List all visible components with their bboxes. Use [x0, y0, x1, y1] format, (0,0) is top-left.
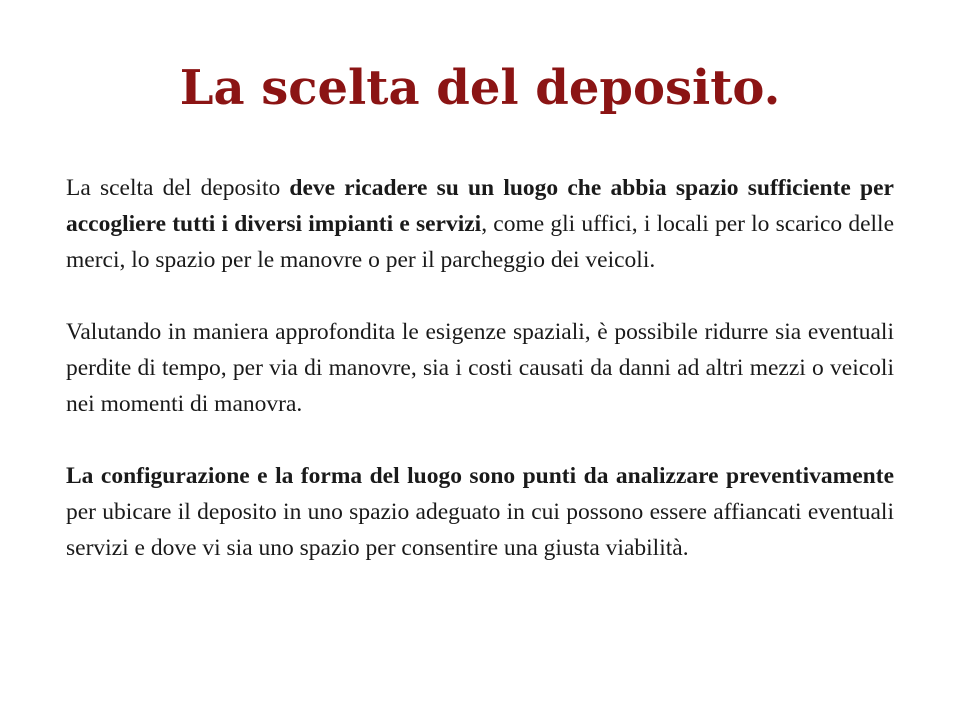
paragraph-1	[66, 170, 894, 278]
paragraph-1-text: La scelta del deposito	[66, 175, 290, 201]
slide-body	[66, 170, 894, 566]
paragraph-3-emphasis: La configurazione e la forma del luogo sono punti da analizzare preventivamente	[66, 463, 894, 489]
paragraph-1-text-end: , come gli uffici, i locali per lo scarico delle merci, lo spazio per le manovre o per il parcheggio dei veicoli.	[66, 211, 895, 273]
slide-title: La scelta del deposito.	[179, 60, 781, 116]
paragraph-1-emphasis: deve ricadere su un luogo che abbia spazio sufficiente per accogliere tutti i diversi impianti e servizi	[66, 175, 894, 237]
paragraph-3-text: per ubicare il deposito in uno spazio adeguato in cui possono essere affiancati eventuali servizi e dove vi sia uno spazio per consentire una giusta viabilità.	[66, 499, 894, 561]
paragraph-3	[66, 458, 894, 566]
paragraph-2: Valutando in maniera approfondita le esigenze spaziali, è possibile ridurre sia eventuali perdite di tempo, per via di manovre, sia i costi causati da danni ad altri mezzi o veicoli nei momenti di manovra.	[66, 319, 894, 417]
